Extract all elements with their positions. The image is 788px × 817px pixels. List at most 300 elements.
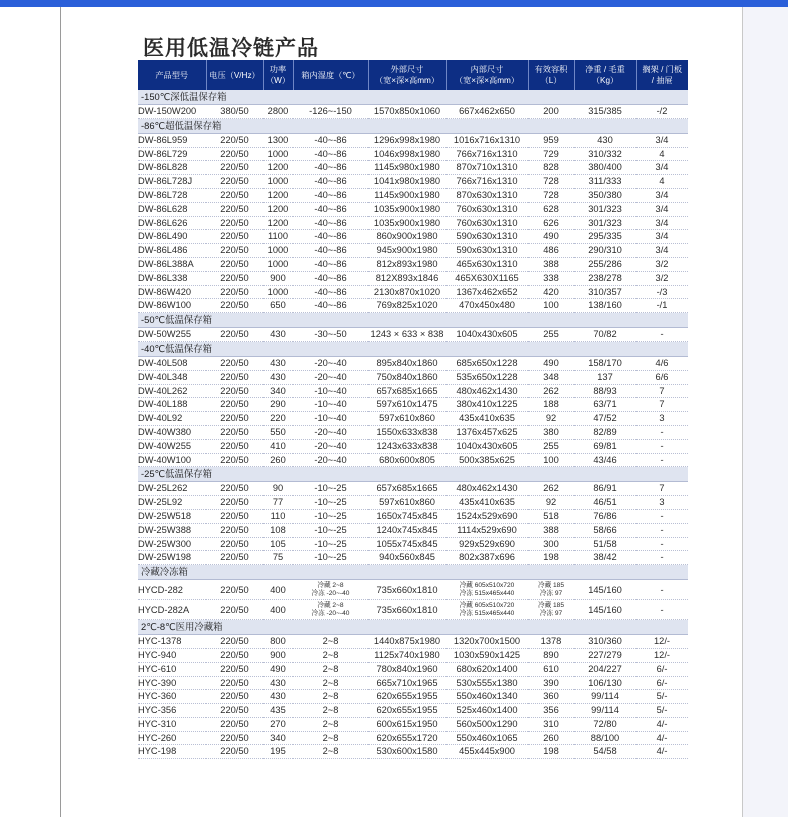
cell-external-size: 1650x745x845 [368, 509, 446, 523]
section-title: -150℃深低温保存箱 [138, 90, 688, 105]
cell-model: HYC-310 [138, 717, 206, 731]
cell-model: DW-86L959 [138, 133, 206, 147]
cell-temperature: -40~-86 [293, 230, 368, 244]
cell-model: HYCD-282A [138, 600, 206, 620]
cell-voltage: 220/50 [206, 648, 263, 662]
cell-capacity: 260 [528, 731, 574, 745]
cell-temperature: -126~-150 [293, 105, 368, 119]
cell-capacity: 360 [528, 690, 574, 704]
cell-weight: 380/400 [574, 161, 636, 175]
cell-internal-size: 480x462x1430 [446, 482, 528, 496]
cell-capacity: 356 [528, 704, 574, 718]
cell-weight: 88/93 [574, 384, 636, 398]
cell-internal-size: 680x620x1400 [446, 662, 528, 676]
cell-capacity: 198 [528, 745, 574, 759]
cell-model: DW-40W255 [138, 439, 206, 453]
cell-capacity: 628 [528, 202, 574, 216]
cell-power: 435 [263, 704, 293, 718]
cell-weight: 46/51 [574, 496, 636, 510]
cell-external-size: 735x660x1810 [368, 580, 446, 600]
section-header [138, 620, 688, 635]
cell-capacity: 348 [528, 370, 574, 384]
product-table [138, 60, 688, 759]
cell-power: 430 [263, 690, 293, 704]
cell-external-size: 1145x980x1980 [368, 161, 446, 175]
cell-voltage: 220/50 [206, 425, 263, 439]
page-title: 医用低温冷链产品 [143, 37, 319, 60]
table-row [138, 453, 688, 467]
cell-internal-size: 1016x716x1310 [446, 133, 528, 147]
cell-subline: 冷藏 185 [537, 602, 565, 610]
table-row [138, 676, 688, 690]
cell-shelf-door: -/3 [636, 285, 688, 299]
table-row [138, 216, 688, 230]
cell-capacity: 300 [528, 537, 574, 551]
table-row [138, 370, 688, 384]
cell-internal-size: 435x410x635 [446, 496, 528, 510]
cell-shelf-door: 5/- [636, 690, 688, 704]
cell-capacity: 518 [528, 509, 574, 523]
cell-capacity: 390 [528, 676, 574, 690]
cell-power: 77 [263, 496, 293, 510]
cell-internal-size: 380x410x1225 [446, 398, 528, 412]
cell-weight: 158/170 [574, 356, 636, 370]
cell-voltage: 220/50 [206, 356, 263, 370]
cell-weight: 63/71 [574, 398, 636, 412]
cell-external-size: 750x840x1860 [368, 370, 446, 384]
cell-power: 1200 [263, 202, 293, 216]
cell-power: 800 [263, 635, 293, 649]
cell-temperature: -10~-25 [293, 523, 368, 537]
cell-weight: 310/360 [574, 635, 636, 649]
cell-weight: 204/227 [574, 662, 636, 676]
table-header-row [138, 60, 688, 90]
cell-power: 430 [263, 370, 293, 384]
cell-external-size: 1041x980x1980 [368, 175, 446, 189]
cell-temperature: -20~-40 [293, 439, 368, 453]
cell-voltage: 220/50 [206, 676, 263, 690]
cell-model: DW-25L262 [138, 482, 206, 496]
section-header [138, 118, 688, 133]
table-row [138, 717, 688, 731]
cell-voltage: 220/50 [206, 161, 263, 175]
cell-temperature: -40~-86 [293, 188, 368, 202]
cell-shelf-door: 3/2 [636, 257, 688, 271]
table-row [138, 202, 688, 216]
cell-capacity: 200 [528, 105, 574, 119]
table-row [138, 635, 688, 649]
cell-internal-size: 550x460x1065 [446, 731, 528, 745]
cell-external-size: 665x710x1965 [368, 676, 446, 690]
cell-internal-size: 590x630x1310 [446, 244, 528, 258]
cell-internal-size: 1367x462x652 [446, 285, 528, 299]
cell-internal-size: 760x630x1310 [446, 202, 528, 216]
cell-weight: 72/80 [574, 717, 636, 731]
cell-internal-size: 455x445x900 [446, 745, 528, 759]
cell-internal-size: 480x462x1430 [446, 384, 528, 398]
cell-voltage: 220/50 [206, 704, 263, 718]
cell-weight: 310/332 [574, 147, 636, 161]
cell-capacity [528, 580, 574, 600]
table-row [138, 299, 688, 313]
cell-internal-size: 870x710x1310 [446, 161, 528, 175]
header-power: 功率 （W） [263, 60, 293, 90]
cell-external-size: 1035x900x1980 [368, 202, 446, 216]
cell-external-size: 860x900x1980 [368, 230, 446, 244]
cell-capacity: 420 [528, 285, 574, 299]
cell-model: DW-40W100 [138, 453, 206, 467]
cell-power: 490 [263, 662, 293, 676]
cell-shelf-door: 3/4 [636, 133, 688, 147]
cell-external-size: 1440x875x1980 [368, 635, 446, 649]
cell-shelf-door: - [636, 580, 688, 600]
cell-model: DW-86L388A [138, 257, 206, 271]
cell-temperature: -10~-25 [293, 551, 368, 565]
cell-power: 1000 [263, 175, 293, 189]
cell-voltage: 220/50 [206, 580, 263, 600]
cell-voltage: 380/50 [206, 105, 263, 119]
cell-weight: 43/46 [574, 453, 636, 467]
cell-external-size: 680x600x805 [368, 453, 446, 467]
cell-model: DW-86L628 [138, 202, 206, 216]
cell-shelf-door: - [636, 537, 688, 551]
cell-temperature: -40~-86 [293, 161, 368, 175]
page-left-border [60, 7, 61, 817]
cell-internal-size: 870x630x1310 [446, 188, 528, 202]
cell-external-size: 812X893x1846 [368, 271, 446, 285]
cell-power: 340 [263, 384, 293, 398]
cell-model: DW-25L92 [138, 496, 206, 510]
cell-weight: 315/385 [574, 105, 636, 119]
cell-internal-size: 465X630X1165 [446, 271, 528, 285]
cell-subline: 冷冻 97 [539, 609, 563, 617]
cell-weight: 238/278 [574, 271, 636, 285]
cell-power: 900 [263, 648, 293, 662]
cell-internal-size: 766x716x1310 [446, 175, 528, 189]
header-external-size: 外部尺寸 （宽×深×高mm） [368, 60, 446, 90]
cell-shelf-door: 12/- [636, 648, 688, 662]
cell-model: DW-40W380 [138, 425, 206, 439]
cell-internal-size: 465x630x1310 [446, 257, 528, 271]
cell-temperature: -10~-40 [293, 412, 368, 426]
cell-temperature: -20~-40 [293, 356, 368, 370]
cell-model: DW-86W420 [138, 285, 206, 299]
cell-power: 1100 [263, 230, 293, 244]
cell-model: DW-25W518 [138, 509, 206, 523]
table-row [138, 537, 688, 551]
cell-shelf-door: 7 [636, 384, 688, 398]
section-title: 冷藏冷冻箱 [138, 565, 688, 580]
cell-external-size: 597x610x1475 [368, 398, 446, 412]
cell-shelf-door: 6/- [636, 662, 688, 676]
cell-internal-size: 525x460x1400 [446, 704, 528, 718]
cell-temperature: -40~-86 [293, 133, 368, 147]
table-row [138, 580, 688, 600]
cell-power: 430 [263, 356, 293, 370]
section-title: -25℃低温保存箱 [138, 467, 688, 482]
cell-temperature: -40~-86 [293, 216, 368, 230]
table-row [138, 257, 688, 271]
cell-voltage: 220/50 [206, 482, 263, 496]
cell-capacity: 338 [528, 271, 574, 285]
cell-weight: 58/66 [574, 523, 636, 537]
section-title: -40℃低温保存箱 [138, 341, 688, 356]
cell-temperature: -10~-40 [293, 384, 368, 398]
cell-shelf-door: 7 [636, 482, 688, 496]
cell-weight: 106/130 [574, 676, 636, 690]
cell-external-size: 1243x633x838 [368, 439, 446, 453]
cell-model: DW-40L92 [138, 412, 206, 426]
cell-capacity: 92 [528, 496, 574, 510]
cell-capacity: 610 [528, 662, 574, 676]
cell-shelf-door: - [636, 439, 688, 453]
cell-model: HYC-356 [138, 704, 206, 718]
cell-voltage: 220/50 [206, 384, 263, 398]
table-row [138, 271, 688, 285]
cell-model: DW-40L508 [138, 356, 206, 370]
cell-capacity: 388 [528, 523, 574, 537]
cell-model: DW-86L728 [138, 188, 206, 202]
cell-power: 650 [263, 299, 293, 313]
table-row [138, 356, 688, 370]
cell-voltage: 220/50 [206, 731, 263, 745]
table-row [138, 175, 688, 189]
cell-power: 1000 [263, 244, 293, 258]
cell-external-size: 1243 × 633 × 838 [368, 328, 446, 342]
cell-weight: 88/100 [574, 731, 636, 745]
cell-shelf-door: 6/6 [636, 370, 688, 384]
cell-shelf-door: 7 [636, 398, 688, 412]
cell-shelf-door: 3/4 [636, 216, 688, 230]
cell-temperature: -10~-25 [293, 482, 368, 496]
cell-power: 430 [263, 676, 293, 690]
cell-subline: 冷冻 -20~-40 [311, 589, 350, 597]
cell-subline: 冷冻 -20~-40 [311, 609, 350, 617]
cell-weight: 47/52 [574, 412, 636, 426]
cell-shelf-door: 3/4 [636, 188, 688, 202]
cell-capacity: 255 [528, 328, 574, 342]
cell-capacity: 490 [528, 230, 574, 244]
cell-voltage: 220/50 [206, 271, 263, 285]
cell-external-size: 2130x870x1020 [368, 285, 446, 299]
cell-capacity: 728 [528, 188, 574, 202]
cell-power: 1300 [263, 133, 293, 147]
cell-shelf-door: 4/- [636, 717, 688, 731]
cell-shelf-door: - [636, 551, 688, 565]
cell-temperature: -40~-86 [293, 175, 368, 189]
table-row [138, 439, 688, 453]
cell-temperature: -40~-86 [293, 299, 368, 313]
cell-voltage: 220/50 [206, 635, 263, 649]
cell-external-size: 945x900x1980 [368, 244, 446, 258]
cell-model: DW-86L490 [138, 230, 206, 244]
cell-capacity: 92 [528, 412, 574, 426]
cell-model: HYC-940 [138, 648, 206, 662]
cell-model: HYC-260 [138, 731, 206, 745]
cell-model: DW-86L626 [138, 216, 206, 230]
cell-power: 400 [263, 580, 293, 600]
cell-weight: 311/333 [574, 175, 636, 189]
cell-capacity: 380 [528, 425, 574, 439]
cell-voltage: 220/50 [206, 509, 263, 523]
cell-subline: 冷冻 97 [539, 589, 563, 597]
cell-internal-size: 685x650x1228 [446, 356, 528, 370]
cell-internal-size [446, 600, 528, 620]
cell-external-size: 940x560x845 [368, 551, 446, 565]
cell-external-size: 1046x998x1980 [368, 147, 446, 161]
cell-capacity: 255 [528, 439, 574, 453]
cell-power: 1200 [263, 216, 293, 230]
cell-shelf-door: - [636, 523, 688, 537]
cell-capacity: 490 [528, 356, 574, 370]
cell-internal-size: 1040x430x605 [446, 439, 528, 453]
cell-temperature: -20~-40 [293, 370, 368, 384]
table-row [138, 551, 688, 565]
cell-external-size: 657x685x1665 [368, 482, 446, 496]
cell-power: 1000 [263, 257, 293, 271]
cell-model: DW-25W300 [138, 537, 206, 551]
table-row [138, 425, 688, 439]
cell-internal-size: 929x529x690 [446, 537, 528, 551]
cell-temperature: 2~8 [293, 648, 368, 662]
cell-power: 110 [263, 509, 293, 523]
cell-shelf-door: 3/4 [636, 244, 688, 258]
cell-shelf-door: 3 [636, 412, 688, 426]
cell-power: 1000 [263, 285, 293, 299]
table-row [138, 731, 688, 745]
cell-shelf-door: - [636, 509, 688, 523]
cell-voltage: 220/50 [206, 257, 263, 271]
cell-capacity: 729 [528, 147, 574, 161]
cell-power: 900 [263, 271, 293, 285]
cell-model: DW-40L262 [138, 384, 206, 398]
cell-capacity: 188 [528, 398, 574, 412]
cell-external-size: 1055x745x845 [368, 537, 446, 551]
cell-shelf-door: 3/4 [636, 230, 688, 244]
cell-model: HYC-1378 [138, 635, 206, 649]
section-header [138, 467, 688, 482]
cell-temperature: -40~-86 [293, 202, 368, 216]
cell-model: DW-86L486 [138, 244, 206, 258]
cell-internal-size: 470x450x480 [446, 299, 528, 313]
cell-temperature: 2~8 [293, 745, 368, 759]
cell-model: DW-86L729 [138, 147, 206, 161]
cell-temperature: -10~-25 [293, 496, 368, 510]
section-title: -86℃超低温保存箱 [138, 118, 688, 133]
cell-power: 90 [263, 482, 293, 496]
cell-weight: 255/286 [574, 257, 636, 271]
cell-voltage: 220/50 [206, 216, 263, 230]
cell-internal-size [446, 580, 528, 600]
cell-capacity: 198 [528, 551, 574, 565]
cell-shelf-door: 3/2 [636, 271, 688, 285]
cell-model: DW-150W200 [138, 105, 206, 119]
table-row [138, 244, 688, 258]
cell-temperature: -40~-86 [293, 257, 368, 271]
cell-external-size: 812x893x1980 [368, 257, 446, 271]
table-body [138, 90, 688, 759]
table-row [138, 285, 688, 299]
header-shelf-door: 搁架 / 门板 / 抽屉 [636, 60, 688, 90]
table-row [138, 188, 688, 202]
cell-weight: 82/89 [574, 425, 636, 439]
cell-capacity: 262 [528, 384, 574, 398]
cell-voltage: 220/50 [206, 523, 263, 537]
cell-shelf-door: 4 [636, 147, 688, 161]
cell-internal-size: 560x500x1290 [446, 717, 528, 731]
cell-weight: 350/380 [574, 188, 636, 202]
cell-model: HYC-360 [138, 690, 206, 704]
cell-external-size: 1570x850x1060 [368, 105, 446, 119]
cell-shelf-door: 4 [636, 175, 688, 189]
table-row [138, 745, 688, 759]
cell-shelf-door: - [636, 600, 688, 620]
cell-weight: 290/310 [574, 244, 636, 258]
cell-weight: 86/91 [574, 482, 636, 496]
cell-shelf-door: 3/4 [636, 202, 688, 216]
cell-subline: 冷藏 605x510x720 [459, 602, 515, 610]
cell-model: DW-40L348 [138, 370, 206, 384]
table-row [138, 482, 688, 496]
header-temperature: 箱内湿度（℃） [293, 60, 368, 90]
window-top-bar [0, 0, 788, 7]
section-header [138, 565, 688, 580]
header-weight: 净重 / 毛重 （Kg） [574, 60, 636, 90]
cell-weight: 99/114 [574, 704, 636, 718]
cell-external-size: 1145x900x1980 [368, 188, 446, 202]
cell-subline: 冷藏 185 [537, 582, 565, 590]
cell-capacity: 100 [528, 299, 574, 313]
cell-external-size: 600x615x1950 [368, 717, 446, 731]
cell-voltage: 220/50 [206, 662, 263, 676]
cell-power: 1200 [263, 188, 293, 202]
table-row [138, 230, 688, 244]
cell-shelf-door: 4/6 [636, 356, 688, 370]
cell-power: 1200 [263, 161, 293, 175]
cell-model: DW-86L728J [138, 175, 206, 189]
table-row [138, 690, 688, 704]
header-capacity: 有效容积 （L） [528, 60, 574, 90]
section-title: -50℃低温保存箱 [138, 313, 688, 328]
cell-power: 400 [263, 600, 293, 620]
cell-voltage: 220/50 [206, 690, 263, 704]
table-row [138, 161, 688, 175]
cell-temperature: -40~-86 [293, 147, 368, 161]
cell-temperature: -10~-40 [293, 398, 368, 412]
cell-internal-size: 1524x529x690 [446, 509, 528, 523]
cell-voltage: 220/50 [206, 412, 263, 426]
cell-model: DW-40L188 [138, 398, 206, 412]
table-row [138, 662, 688, 676]
cell-weight: 227/279 [574, 648, 636, 662]
cell-weight: 69/81 [574, 439, 636, 453]
cell-internal-size: 590x630x1310 [446, 230, 528, 244]
cell-model: DW-25W388 [138, 523, 206, 537]
cell-internal-size: 435x410x635 [446, 412, 528, 426]
cell-internal-size: 802x387x696 [446, 551, 528, 565]
cell-internal-size: 1114x529x690 [446, 523, 528, 537]
cell-shelf-door: - [636, 328, 688, 342]
cell-power: 1000 [263, 147, 293, 161]
section-title: 2℃-8℃医用冷藏箱 [138, 620, 688, 635]
table-row [138, 412, 688, 426]
cell-external-size: 769x825x1020 [368, 299, 446, 313]
cell-shelf-door: 4/- [636, 731, 688, 745]
cell-capacity: 828 [528, 161, 574, 175]
table-row [138, 523, 688, 537]
cell-shelf-door: -/2 [636, 105, 688, 119]
cell-internal-size: 500x385x625 [446, 453, 528, 467]
